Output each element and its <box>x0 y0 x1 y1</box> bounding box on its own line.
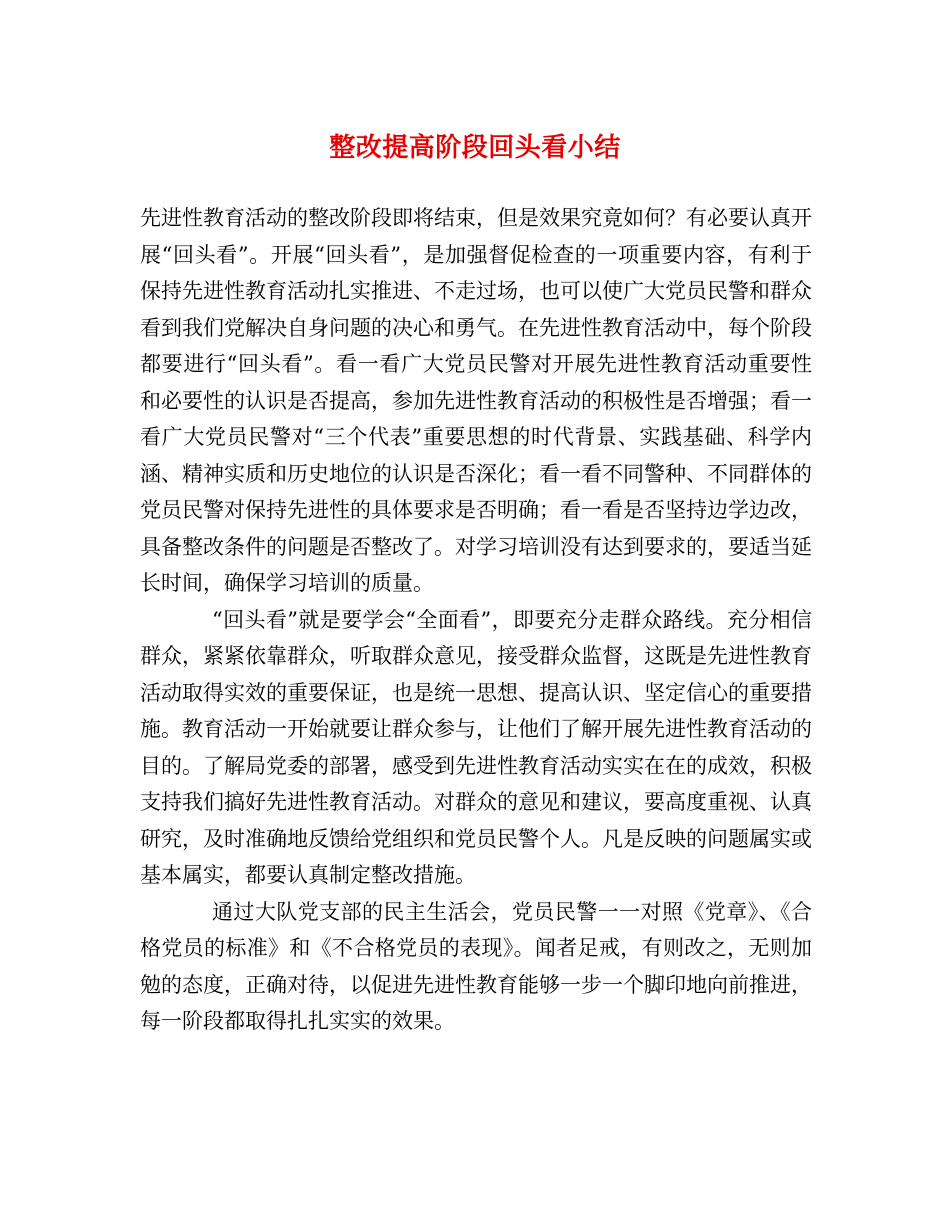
paragraph-3: 通过大队党支部的民主生活会，党员民警一一对照《党章》、《合格党员的标准》和《不合格党员的表现》。闻者足戒，有则改之，无则加勉的态度，正确对待，以促进先进性教育能够一步一个脚印地向前推进，每一阶段都取得扎扎实实的效果。 <box>140 899 812 1033</box>
paragraph-1: 先进性教育活动的整改阶段即将结束，但是效果究竟如何？有必要认真开展“回头看”。开展“回头看”，是加强督促检查的一项重要内容，有利于保持先进性教育活动扎实推进、不走过场，也可以使广大党员民警和群众看到我们党解决自身问题的决心和勇气。在先进性教育活动中，每个阶段都要进行“回头看”。看一看广大党员民警对开展先进性教育活动重要性和必要性的认识是否提高，参加先进性教育活动的积极性是否增强；看一看广大党员民警对“三个代表”重要思想的时代背景、实践基础、科学内涵、精神实质和历史地位的认识是否深化；看一看不同警种、不同群体的党员民警对保持先进性的具体要求是否明确；看一看是否坚持边学边改，具备整改条件的问题是否整改了。对学习培训没有达到要求的，要适当延长时间，确保学习培训的质量。 <box>140 206 812 595</box>
document-title: 整改提高阶段回头看小结 <box>329 133 621 163</box>
document-body <box>140 200 812 1040</box>
paragraph-2: “回头看”就是要学会“全面看”，即要充分走群众路线。充分相信群众，紧紧依靠群众，听取群众意见，接受群众监督，这既是先进性教育活动取得实效的重要保证，也是统一思想、提高认识、坚定信心的重要措施。教育活动一开始就要让群众参与，让他们了解开展先进性教育活动的目的。了解局党委的部署，感受到先进性教育活动实实在在的成效，积极支持我们搞好先进性教育活动。对群众的意见和建议，要高度重视、认真研究，及时准确地反馈给党组织和党员民警个人。凡是反映的问题属实或基本属实，都要认真制定整改措施。 <box>140 607 812 887</box>
